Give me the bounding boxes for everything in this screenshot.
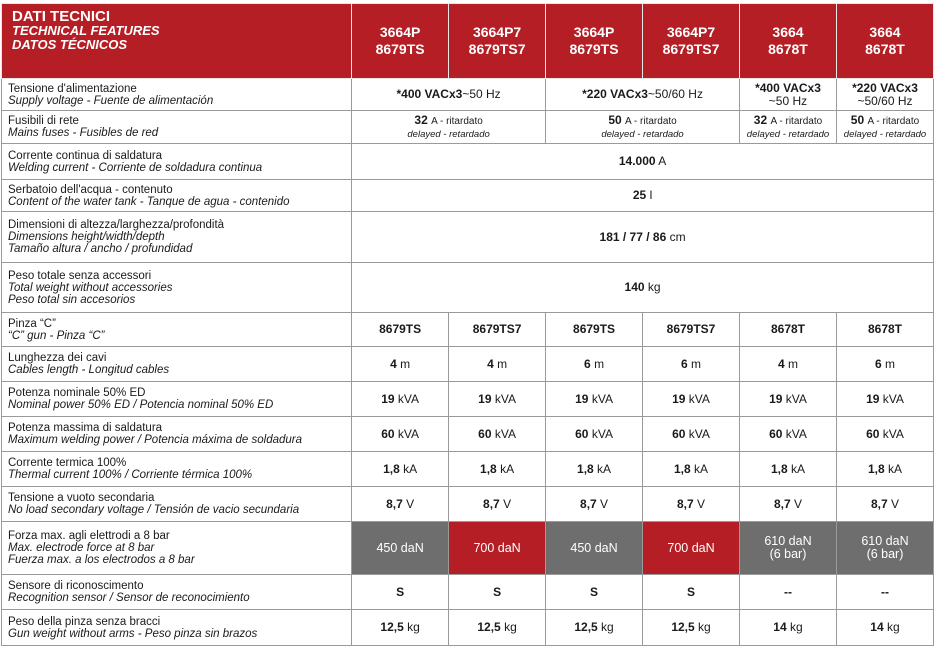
table-row [2, 212, 934, 263]
sensor-value: S [643, 575, 740, 610]
model-header: 3664P 8679TS [352, 4, 449, 79]
table-row [2, 487, 934, 522]
table-row [2, 347, 934, 382]
model-header: 3664 8678T [836, 4, 933, 79]
table-row [2, 452, 934, 487]
table-row [2, 417, 934, 452]
table-row [2, 144, 934, 180]
force-value: 700 daN [643, 522, 740, 575]
force-value: 450 daN [546, 522, 643, 575]
force-value: 700 daN [449, 522, 546, 575]
fuse-value: 32 A - ritardato delayed - retardado [352, 111, 546, 144]
thermal-current-value: 1,8 kA [643, 452, 740, 487]
cable-value: 6 m [836, 347, 933, 382]
nominal-power-value: 19 kVA [836, 382, 933, 417]
row-label-cables: Lunghezza dei cavi Cables length - Longitud cables [2, 347, 352, 382]
gun-weight-value: 12,5 kg [352, 610, 449, 646]
weight-value: 140 kg [352, 263, 934, 313]
force-value: 610 daN (6 bar) [740, 522, 837, 575]
row-label-max-power: Potenza massima di saldatura Maximum welding power / Potencia máxima de soldadura [2, 417, 352, 452]
nominal-power-value: 19 kVA [449, 382, 546, 417]
row-label-no-load-voltage: Tensione a vuoto secondaria No load secondary voltage / Tensión de vacio secundaria [2, 487, 352, 522]
thermal-current-value: 1,8 kA [449, 452, 546, 487]
gun-weight-value: 12,5 kg [449, 610, 546, 646]
row-label-nominal-power: Potenza nominale 50% ED Nominal power 50% ED / Potencia nominal 50% ED [2, 382, 352, 417]
row-label-supply: Tensione d'alimentazione Supply voltage - Fuente de alimentación [2, 79, 352, 111]
cable-value: 6 m [546, 347, 643, 382]
model-header: 3664P7 8679TS7 [643, 4, 740, 79]
sensor-value: -- [836, 575, 933, 610]
max-power-value: 60 kVA [836, 417, 933, 452]
tank-value: 25 l [352, 180, 934, 212]
gun-weight-value: 12,5 kg [546, 610, 643, 646]
fuse-value: 50 A - ritardato delayed - retardado [546, 111, 740, 144]
no-load-voltage-value: 8,7 V [449, 487, 546, 522]
table-row [2, 575, 934, 610]
table-row [2, 79, 934, 111]
table-row [2, 610, 934, 646]
force-value: 610 daN (6 bar) [836, 522, 933, 575]
force-value: 450 daN [352, 522, 449, 575]
nominal-power-value: 19 kVA [546, 382, 643, 417]
row-label-thermal-current: Corrente termica 100% Thermal current 100% / Corriente térmica 100% [2, 452, 352, 487]
fuse-value: 50 A - ritardato delayed - retardado [836, 111, 933, 144]
gun-weight-value: 14 kg [836, 610, 933, 646]
cable-value: 6 m [643, 347, 740, 382]
supply-value: *400 VACx3~50 Hz [352, 79, 546, 111]
gun-value: 8679TS7 [643, 313, 740, 347]
max-power-value: 60 kVA [449, 417, 546, 452]
model-header: 3664 8678T [740, 4, 837, 79]
row-label-tank: Serbatoio dell'acqua - contenuto Content of the water tank - Tanque de agua - contenido [2, 180, 352, 212]
title-it: DATI TECNICI [12, 8, 111, 25]
thermal-current-value: 1,8 kA [546, 452, 643, 487]
supply-value: *220 VACx3 ~50/60 Hz [836, 79, 933, 111]
nominal-power-value: 19 kVA [740, 382, 837, 417]
row-label-current: Corrente continua di saldatura Welding current - Corriente de soldadura continua [2, 144, 352, 180]
nominal-power-value: 19 kVA [352, 382, 449, 417]
table-row [2, 313, 934, 347]
thermal-current-value: 1,8 kA [352, 452, 449, 487]
max-power-value: 60 kVA [352, 417, 449, 452]
header-row [2, 4, 934, 79]
gun-value: 8678T [836, 313, 933, 347]
gun-weight-value: 14 kg [740, 610, 837, 646]
title-es: DATOS TÉCNICOS [12, 37, 128, 52]
max-power-value: 60 kVA [740, 417, 837, 452]
model-header: 3664P7 8679TS7 [449, 4, 546, 79]
cable-value: 4 m [449, 347, 546, 382]
model-header: 3664P 8679TS [546, 4, 643, 79]
sensor-value: S [352, 575, 449, 610]
gun-weight-value: 12,5 kg [643, 610, 740, 646]
gun-value: 8679TS [352, 313, 449, 347]
table-row [2, 263, 934, 313]
row-label-gun-weight: Peso della pinza senza bracci Gun weight without arms - Peso pinza sin brazos [2, 610, 352, 646]
no-load-voltage-value: 8,7 V [643, 487, 740, 522]
cable-value: 4 m [352, 347, 449, 382]
row-label-sensor: Sensore di riconoscimento Recognition sensor / Sensor de reconocimiento [2, 575, 352, 610]
current-value: 14.000 A [352, 144, 934, 180]
max-power-value: 60 kVA [546, 417, 643, 452]
max-power-value: 60 kVA [643, 417, 740, 452]
thermal-current-value: 1,8 kA [836, 452, 933, 487]
cable-value: 4 m [740, 347, 837, 382]
table-row [2, 382, 934, 417]
table-row [2, 180, 934, 212]
row-label-fuses: Fusibili di rete Mains fuses - Fusibles de red [2, 111, 352, 144]
gun-value: 8679TS7 [449, 313, 546, 347]
row-label-weight: Peso totale senza accessori Total weight without accessories Peso total sin accesorios [2, 263, 352, 313]
thermal-current-value: 1,8 kA [740, 452, 837, 487]
row-label-gun: Pinza “C” “C” gun - Pinza “C” [2, 313, 352, 347]
nominal-power-value: 19 kVA [643, 382, 740, 417]
sensor-value: S [449, 575, 546, 610]
supply-value: *220 VACx3~50/60 Hz [546, 79, 740, 111]
no-load-voltage-value: 8,7 V [546, 487, 643, 522]
dimensions-value: 181 / 77 / 86 cm [352, 212, 934, 263]
gun-value: 8678T [740, 313, 837, 347]
supply-value: *400 VACx3 ~50 Hz [740, 79, 837, 111]
no-load-voltage-value: 8,7 V [352, 487, 449, 522]
gun-value: 8679TS [546, 313, 643, 347]
fuse-value: 32 A - ritardato delayed - retardado [740, 111, 837, 144]
no-load-voltage-value: 8,7 V [836, 487, 933, 522]
no-load-voltage-value: 8,7 V [740, 487, 837, 522]
sensor-value: -- [740, 575, 837, 610]
row-label-dimensions: Dimensioni di altezza/larghezza/profondità Dimensions height/width/depth Tamaño altura / ancho / profundidad [2, 212, 352, 263]
table-row [2, 522, 934, 575]
technical-features-table [1, 3, 934, 646]
row-label-electrode-force: Forza max. agli elettrodi a 8 bar Max. electrode force at 8 bar Fuerza max. a los electrodos a 8 bar [2, 522, 352, 575]
table-title [2, 4, 352, 79]
title-en: TECHNICAL FEATURES [12, 23, 160, 38]
table-row [2, 111, 934, 144]
sensor-value: S [546, 575, 643, 610]
